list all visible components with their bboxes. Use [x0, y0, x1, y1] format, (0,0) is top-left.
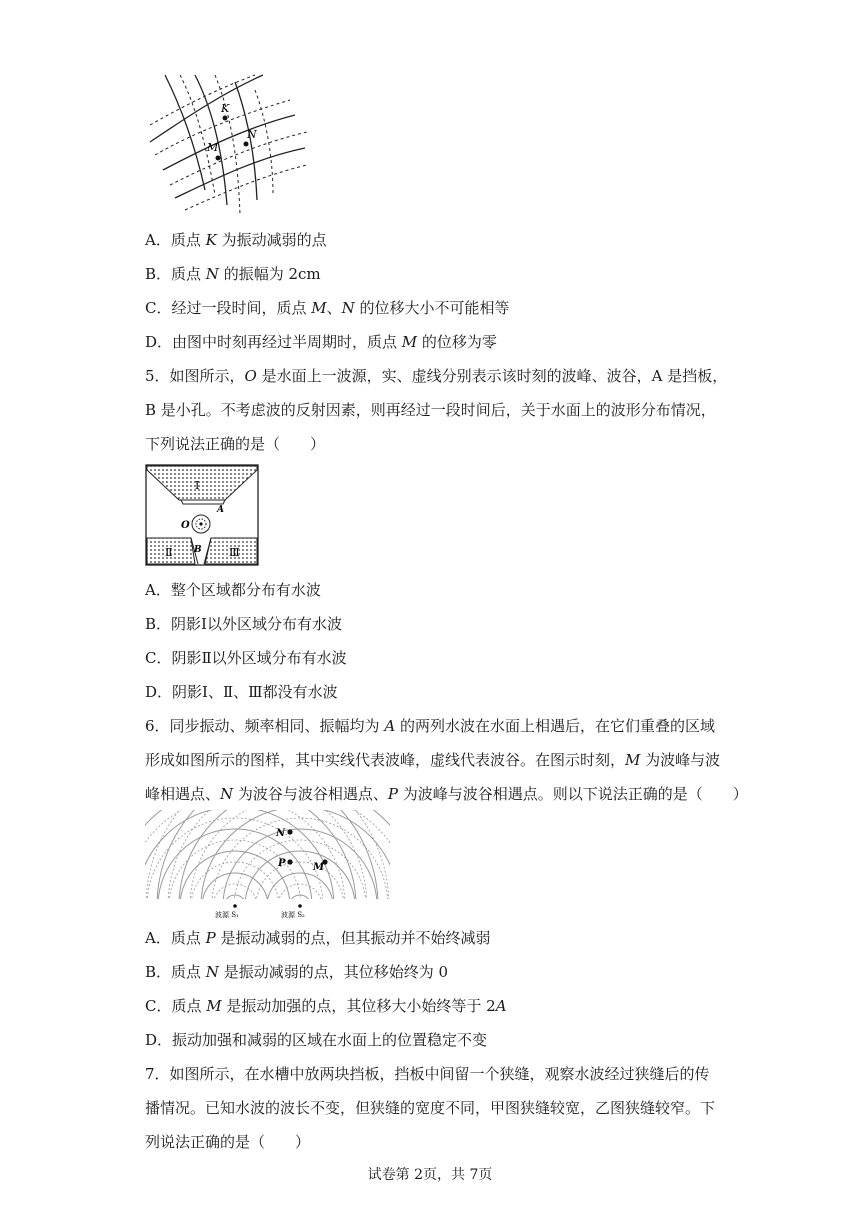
label-o: O — [181, 520, 190, 531]
q4-option-d: D．由图中时刻再经过半周期时，质点 M 的位移为零 — [145, 333, 497, 351]
q6-stem-line1: 6．同步振动、频率相同、振幅均为 A 的两列水波在水面上相遇后，在它们重叠的区域 — [145, 717, 715, 735]
q6-option-d: D．振动加强和减弱的区域在水面上的位置稳定不变 — [145, 1031, 488, 1049]
q6-stem-line3: 峰相遇点、N 为波谷与波谷相遇点、P 为波峰与波谷相遇点。则以下说法正确的是（ ） — [145, 785, 748, 803]
label-m: M — [207, 141, 219, 154]
q5-stem-line3: 下列说法正确的是（ ） — [145, 435, 326, 453]
q5-option-c: C．阴影Ⅱ以外区域分布有水波 — [145, 649, 347, 667]
source-s1-label: 波源 S₁ — [215, 911, 239, 919]
q4-option-b: B．质点 N 的振幅为 2cm — [145, 265, 321, 283]
interference-grid-figure — [145, 70, 315, 220]
q5-stem-line2: B 是小孔。不考虑波的反射因素，则再经过一段时间后，关于水面上的波形分布情况， — [145, 401, 716, 419]
q7-stem-line2: 播情况。已知水波的波长不变，但狭缝的宽度不同，甲图狭缝较宽，乙图狭缝较窄。下 — [145, 1099, 716, 1117]
label-k: K — [221, 102, 230, 115]
label-b: B — [194, 545, 202, 555]
q7-stem-line3: 列说法正确的是（ ） — [145, 1133, 311, 1151]
baffle-hole-figure — [145, 464, 260, 566]
label-n: N — [247, 128, 257, 141]
label-p: P — [278, 858, 286, 869]
q5-option-b: B．阴影Ⅰ以外区域分布有水波 — [145, 615, 342, 633]
label-m: M — [313, 862, 325, 873]
region-3-label: Ⅲ — [229, 546, 240, 559]
two-source-interference-figure — [145, 810, 390, 920]
label-a: A — [217, 505, 224, 515]
q5-option-d: D．阴影Ⅰ、Ⅱ、Ⅲ都没有水波 — [145, 683, 338, 701]
region-2-label: Ⅱ — [165, 546, 173, 559]
source-s2-label: 波源 S₂ — [281, 911, 305, 919]
q7-stem-line1: 7．如图所示，在水槽中放两块挡板，挡板中间留一个狭缝，观察水波经过狭缝后的传 — [145, 1065, 710, 1083]
q6-option-a: A．质点 P 是振动减弱的点，但其振动并不始终减弱 — [145, 929, 491, 947]
region-1-label: Ⅰ — [195, 479, 200, 492]
q6-stem-line2: 形成如图所示的图样，其中实线代表波峰，虚线代表波谷。在图示时刻，M 为波峰与波 — [145, 751, 721, 769]
q5-stem-line1: 5．如图所示，O 是水面上一波源，实、虚线分别表示该时刻的波峰、波谷，A 是挡板， — [145, 367, 728, 385]
q4-option-a: A．质点 K 为振动减弱的点 — [145, 231, 327, 249]
q6-option-c: C．质点 M 是振动加强的点，其位移大小始终等于 2A — [145, 997, 507, 1015]
q4-option-c: C．经过一段时间，质点 M、N 的位移大小不可能相等 — [145, 299, 510, 317]
q6-option-b: B．质点 N 是振动减弱的点，其位移始终为 0 — [145, 963, 449, 981]
q5-option-a: A．整个区域都分布有水波 — [145, 581, 321, 599]
label-n: N — [276, 828, 286, 839]
page-footer: 试卷第 2页，共 7页 — [367, 1167, 493, 1183]
